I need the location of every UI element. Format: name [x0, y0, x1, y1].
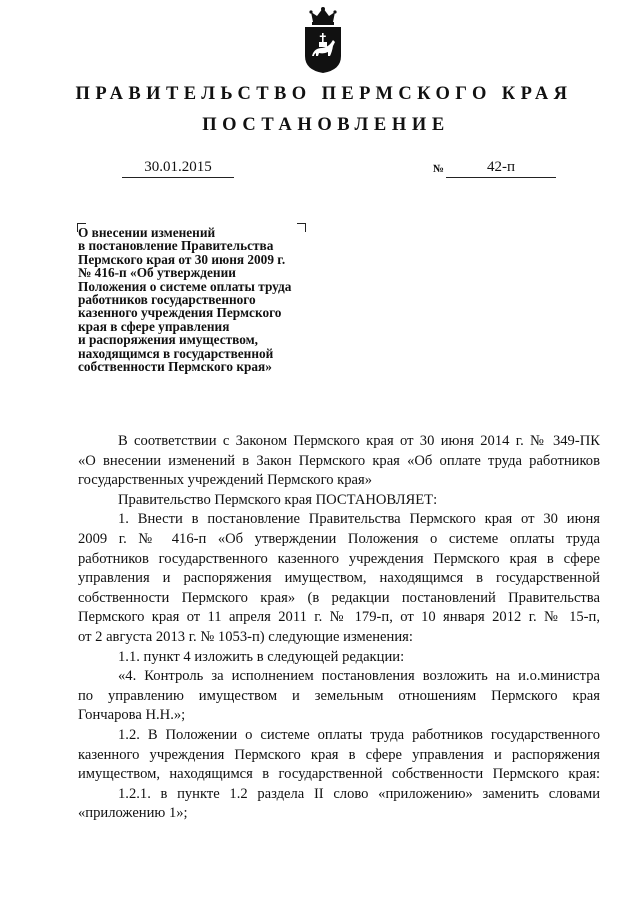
- body-line: 1.1. пункт 4 изложить в следующей редакции:: [118, 648, 405, 665]
- body-line: имуществом, находящимся в государственной собственности Пермского края:: [78, 766, 600, 783]
- body-line: собственности Пермского края» (в редакции постановлений Правительства: [78, 589, 600, 606]
- body-line: Гончарова Н.Н.»;: [78, 707, 186, 724]
- body-line: 1. Внести в постановление Правительства Пермского края от 30 июня: [118, 511, 600, 528]
- document-body: [78, 432, 600, 824]
- document-number: 42-п: [446, 158, 556, 178]
- document-type: ПОСТАНОВЛЕНИЕ: [202, 115, 450, 135]
- government-title: ПРАВИТЕЛЬСТВО ПЕРМСКОГО КРАЯ: [75, 84, 573, 104]
- subject-line: Пермского края от 30 июня 2009 г.: [78, 251, 286, 267]
- body-line: «приложению 1»;: [78, 805, 188, 822]
- subject-line: казенного учреждения Пермского: [78, 305, 282, 321]
- subject-line: Положения о системе оплаты труда: [78, 278, 292, 294]
- body-line: «О внесении изменений в Закон Пермского края «Об оплате труда работников: [78, 452, 600, 469]
- body-line: работников государственного казенного учреждения Пермского края в сфере: [78, 550, 600, 567]
- body-line: 2009 г. № 416-п «Об утверждении Положения о системе оплаты труда: [78, 530, 600, 547]
- body-line: В соответствии с Законом Пермского края от 30 июня 2014 г. № 349-ПК: [118, 433, 600, 449]
- body-line: Пермского края от 11 апреля 2011 г. № 179-п, от 10 января 2012 г. № 15-п,: [78, 609, 600, 626]
- body-line: по управлению имуществом и земельным отношениям Пермского края: [78, 687, 600, 704]
- subject-line: находящимся в государственной: [78, 345, 274, 361]
- subject-line: собственности Пермского края»: [78, 359, 272, 375]
- document-date: 30.01.2015: [122, 158, 234, 178]
- body-line: казенного учреждения Пермского края в сфере управления и распоряжения: [78, 746, 600, 763]
- subject-line: работников государственного: [78, 292, 256, 308]
- body-line: Правительство Пермского края ПОСТАНОВЛЯЕТ:: [118, 491, 438, 508]
- body-line: 1.2.1. в пункте 1.2 раздела II слово «приложению» заменить словами: [118, 785, 600, 802]
- body-line: государственных учреждений Пермского края»: [78, 472, 373, 489]
- coat-of-arms-icon: [302, 6, 344, 74]
- subject-line: и распоряжения имуществом,: [78, 332, 258, 348]
- body-line: «4. Контроль за исполнением постановления возложить на и.о.министра: [118, 668, 600, 685]
- body-line: управления и распоряжения имуществом, находящимся в государственной: [78, 570, 600, 587]
- body-line: 1.2. В Положении о системе оплаты труда работников государственного: [118, 726, 600, 743]
- subject-line: края в сфере управления: [78, 318, 230, 334]
- subject-line: № 416-п «Об утверждении: [78, 265, 236, 281]
- subject-line: в постановление Правительства: [78, 238, 274, 254]
- number-sign: №: [433, 163, 445, 175]
- document-subject: [78, 226, 338, 373]
- subject-line: О внесении изменений: [78, 225, 216, 240]
- body-line: от 2 августа 2013 г. № 1053-п) следующие изменения:: [78, 628, 413, 645]
